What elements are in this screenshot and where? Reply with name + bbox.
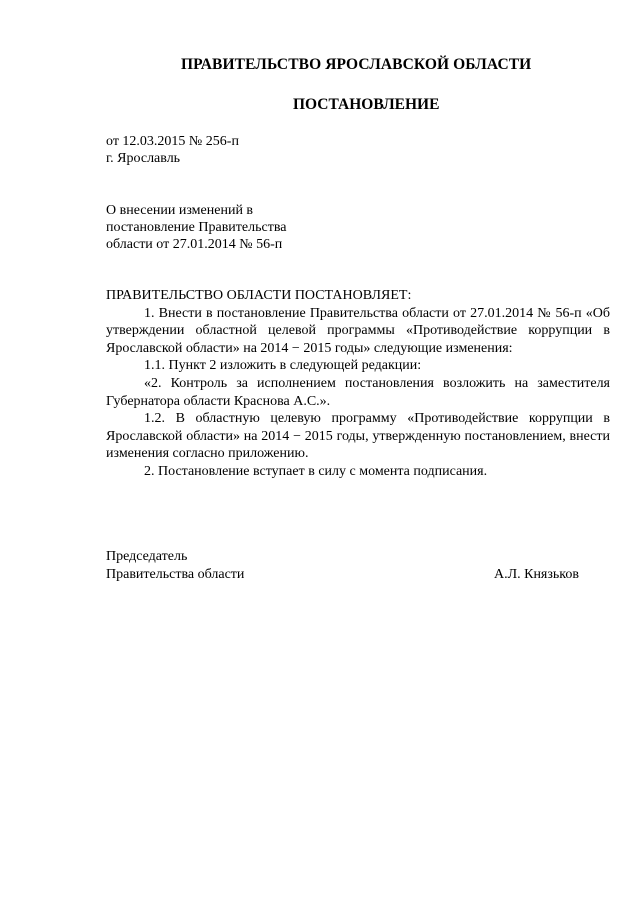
resolution-body [106,287,610,481]
signatory-name: А.Л. Князьков [494,567,579,582]
paragraph-1-1: 1.1. Пункт 2 изложить в следующей редакции: [144,358,422,374]
city: г. Ярославль [106,151,181,166]
date-number: от 12.03.2015 № 256-п [106,134,239,149]
paragraph-1: 1. Внести в постановление Правительства области от 27.01.2014 № 56-п «Об утверждении областной целевой программы «Противодействие коррупции в Ярославской области» на 2014 − 2015 годы» следующие изменения: [106,305,610,356]
document-type: ПОСТАНОВЛЕНИЕ [293,96,440,113]
subject-line-3: области от 27.01.2014 № 56-п [106,237,283,252]
paragraph-1-2: 1.2. В областную целевую программу «Противодействие коррупции в Ярославской области» на 2014 − 2015 годы, утвержденную постановлением, внести изменения согласно приложению. [106,411,610,462]
position-line-2: Правительства области [106,566,245,582]
paragraph-1-1-text: «2. Контроль за исполнением постановления возложить на заместителя Губернатора области Краснова А.С.». [106,375,610,409]
preamble: ПРАВИТЕЛЬСТВО ОБЛАСТИ ПОСТАНОВЛЯЕТ: [106,288,412,303]
paragraph-2: 2. Постановление вступает в силу с момента подписания. [144,463,488,479]
subject-line-2: постановление Правительства [106,220,287,235]
signatory-position [106,548,244,583]
government-title: ПРАВИТЕЛЬСТВО ЯРОСЛАВСКОЙ ОБЛАСТИ [181,56,532,73]
position-line-1: Председатель [106,549,188,564]
subject-line-1: О внесении изменений в [106,203,254,218]
